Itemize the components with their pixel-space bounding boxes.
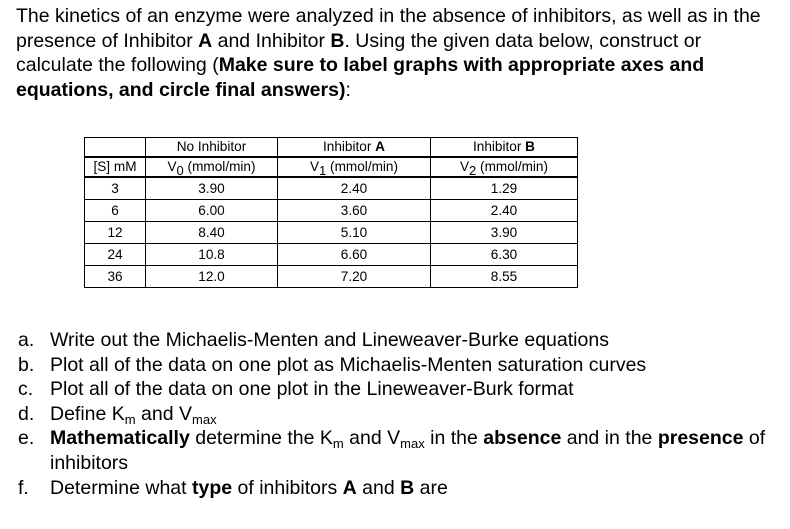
intro-text: The kinetics of an enzyme were analyzed in the absence of inhibitors, as well as in the presence of Inhibitor [16, 5, 761, 52]
v1-cell: 7.20 [278, 266, 431, 288]
v0-cell: 10.8 [146, 244, 278, 266]
substrate-cell: 24 [85, 244, 146, 266]
header-v2: $V_2$ (mmol/min) [431, 157, 578, 177]
question-text: Determine what type of inhibitors A and B are [50, 476, 448, 499]
substrate-cell: 36 [85, 266, 146, 288]
question-text: Define $K_m$ and $V_{max}$ [50, 402, 217, 427]
intro-text: : [345, 78, 351, 101]
kinetics-data-table [84, 137, 578, 288]
header-v1: $V_1$ (mmol/min) [278, 157, 431, 177]
inhibitor-a-label: A [198, 29, 213, 52]
table-row [85, 222, 578, 244]
question-c [18, 377, 778, 402]
v0-cell: 6.00 [146, 200, 278, 222]
inhibitor-b-label: B [330, 29, 345, 52]
question-e [18, 426, 778, 475]
v2-cell: 8.55 [431, 266, 578, 288]
question-letter: d. [18, 402, 35, 425]
header-no-inhibitor: No Inhibitor [146, 138, 278, 158]
v0-cell: 3.90 [146, 177, 278, 200]
v1-cell: 2.40 [278, 177, 431, 200]
question-letter: e. [18, 427, 35, 450]
problem-intro [16, 4, 776, 102]
v0-cell: 8.40 [146, 222, 278, 244]
v2-cell: 1.29 [431, 177, 578, 200]
header-inhibitor-a: Inhibitor A [278, 138, 431, 158]
v1-cell: 6.60 [278, 244, 431, 266]
v2-cell: 6.30 [431, 244, 578, 266]
v1-cell: 5.10 [278, 222, 431, 244]
intro-text: . Using the given data below, construct or calculate the following ( [16, 29, 702, 76]
header-inhibitor-b: Inhibitor B [431, 138, 578, 158]
table-row [85, 244, 578, 266]
question-a [18, 328, 778, 353]
question-d [18, 402, 778, 427]
header-substrate: [S] mM [85, 157, 146, 177]
question-text: Mathematically determine the $K_m$ and $V_{max}$ in the absence and in the presence of inhibitors [50, 427, 766, 474]
intro-instructions-bold: Make sure to label graphs with appropriate axes and equations, and circle final answers) [16, 54, 705, 101]
v1-cell: 3.60 [278, 200, 431, 222]
substrate-cell: 6 [85, 200, 146, 222]
intro-text: and Inhibitor [212, 29, 331, 52]
question-letter: b. [18, 353, 35, 376]
table-row [85, 266, 578, 288]
question-text: Write out the Michaelis-Menten and Lineweaver-Burke equations [50, 329, 609, 351]
table-row [85, 200, 578, 222]
v2-cell: 3.90 [431, 222, 578, 244]
substrate-cell: 3 [85, 177, 146, 200]
v0-cell: 12.0 [146, 266, 278, 288]
question-list [18, 328, 778, 500]
question-letter: c. [18, 378, 34, 401]
question-letter: f. [18, 476, 29, 499]
question-text: Plot all of the data on one plot as Michaelis-Menten saturation curves [50, 353, 647, 376]
table-row [85, 177, 578, 200]
v2-cell: 2.40 [431, 200, 578, 222]
question-b [18, 353, 778, 378]
header-v0: $V_0$ (mmol/min) [146, 157, 278, 177]
question-letter: a. [18, 329, 35, 351]
question-text: Plot all of the data on one plot in the Lineweaver-Burk format [50, 378, 574, 401]
substrate-cell: 12 [85, 222, 146, 244]
header-corner [85, 138, 146, 158]
question-f [18, 476, 778, 501]
